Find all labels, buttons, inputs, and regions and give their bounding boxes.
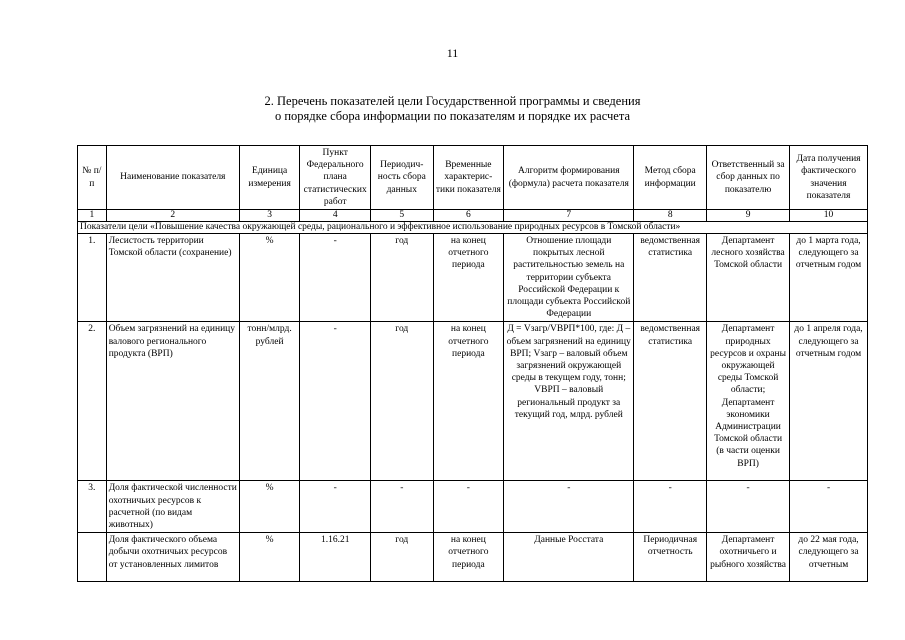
plan-item-cell: -: [300, 234, 371, 322]
periodicity-cell: год: [371, 234, 434, 322]
page-number: 11: [446, 46, 459, 60]
date-cell: до 1 марта года, следующего за отчетным годом: [790, 234, 868, 322]
unit-cell: %: [239, 481, 299, 533]
method-cell: -: [634, 481, 707, 533]
header-cell: № п/п: [78, 146, 107, 210]
header-cell: Временные характерис-тики показателя: [433, 146, 504, 210]
periodicity-cell: год: [371, 533, 434, 582]
column-number-row: [78, 210, 868, 222]
column-number: 2: [106, 210, 239, 222]
responsible-cell: Департамент охотничьего и рыбного хозяйства: [707, 533, 790, 582]
method-cell: Периодичная отчетность: [634, 533, 707, 582]
section-row: [78, 222, 868, 234]
unit-cell: %: [239, 234, 299, 322]
column-number: 1: [78, 210, 107, 222]
unit-cell: тонн/млрд. рублей: [239, 322, 299, 481]
header-cell: Дата получения фактического значения показателя: [790, 146, 868, 210]
time-characteristic-cell: на конец отчетного периода: [433, 322, 504, 481]
row-number: 3.: [78, 481, 107, 533]
responsible-cell: Департамент природных ресурсов и охраны окружающей среды Томской области; Департамент экономики Администрации Томской области (в части оценки ВРП): [707, 322, 790, 481]
title-line-2: о порядке сбора информации по показателям и порядке их расчета: [274, 109, 631, 123]
time-characteristic-cell: -: [433, 481, 504, 533]
indicator-name: Объем загрязнений на единицу валового регионального продукта (ВРП): [106, 322, 239, 481]
row-number: 2.: [78, 322, 107, 481]
header-cell: Единица измерения: [239, 146, 299, 210]
column-number: 4: [300, 210, 371, 222]
plan-item-cell: -: [300, 481, 371, 533]
unit-cell: %: [239, 533, 299, 582]
responsible-cell: -: [707, 481, 790, 533]
table-row: [78, 533, 868, 582]
row-number: [78, 533, 107, 582]
responsible-cell: Департамент лесного хозяйства Томской области: [707, 234, 790, 322]
column-number: 7: [504, 210, 634, 222]
plan-item-cell: -: [300, 322, 371, 481]
document-title: [0, 94, 905, 124]
section-title: Показатели цели «Повышение качества окружающей среды, рационального и эффективное использование природных ресурсов в Томской области»: [78, 222, 868, 234]
algorithm-cell: -: [504, 481, 634, 533]
date-cell: -: [790, 481, 868, 533]
indicator-name: Доля фактического объема добычи охотничьих ресурсов от установленных лимитов: [106, 533, 239, 582]
method-cell: ведомственная статистика: [634, 322, 707, 481]
column-number: 6: [433, 210, 504, 222]
header-cell: Периодич-ность сбора данных: [371, 146, 434, 210]
plan-item-cell: 1.16.21: [300, 533, 371, 582]
title-line-1: 2. Перечень показателей цели Государственной программы и сведения: [264, 94, 641, 108]
date-cell: до 1 апреля года, следующего за отчетным годом: [790, 322, 868, 481]
time-characteristic-cell: на конец отчетного периода: [433, 533, 504, 582]
header-cell: Метод сбора информации: [634, 146, 707, 210]
algorithm-cell: Данные Росстата: [504, 533, 634, 582]
column-number: 8: [634, 210, 707, 222]
column-number: 10: [790, 210, 868, 222]
periodicity-cell: год: [371, 322, 434, 481]
row-number: 1.: [78, 234, 107, 322]
header-cell: Ответственный за сбор данных по показателю: [707, 146, 790, 210]
header-cell: Наименование показателя: [106, 146, 239, 210]
header-row: [78, 146, 868, 210]
indicator-name: Лесистость территории Томской области (сохранение): [106, 234, 239, 322]
column-number: 3: [239, 210, 299, 222]
table-row: [78, 481, 868, 533]
header-cell: Пункт Федерального плана статистических работ: [300, 146, 371, 210]
table-row: [78, 322, 868, 481]
column-number: 9: [707, 210, 790, 222]
method-cell: ведомственная статистика: [634, 234, 707, 322]
algorithm-cell: Отношение площади покрытых лесной растительностью земель на территории субъекта Российской Федерации к площади субъекта Российской Федерации: [504, 234, 634, 322]
algorithm-cell: Д = Vзагр/VВРП*100, где: Д – объем загрязнений на единицу ВРП; Vзагр – валовый объем загрязнений окружающей среды в текущем году, тонн; VВРП – валовый региональный продукт за текущий год, млрд. рублей: [504, 322, 634, 481]
table-row: [78, 234, 868, 322]
date-cell: до 22 мая года, следующего за отчетным: [790, 533, 868, 582]
header-cell: Алгоритм формирования (формула) расчета показателя: [504, 146, 634, 210]
time-characteristic-cell: на конец отчетного периода: [433, 234, 504, 322]
indicators-table: [77, 145, 868, 582]
column-number: 5: [371, 210, 434, 222]
periodicity-cell: -: [371, 481, 434, 533]
indicator-name: Доля фактической численности охотничьих ресурсов к расчетной (по видам животных): [106, 481, 239, 533]
